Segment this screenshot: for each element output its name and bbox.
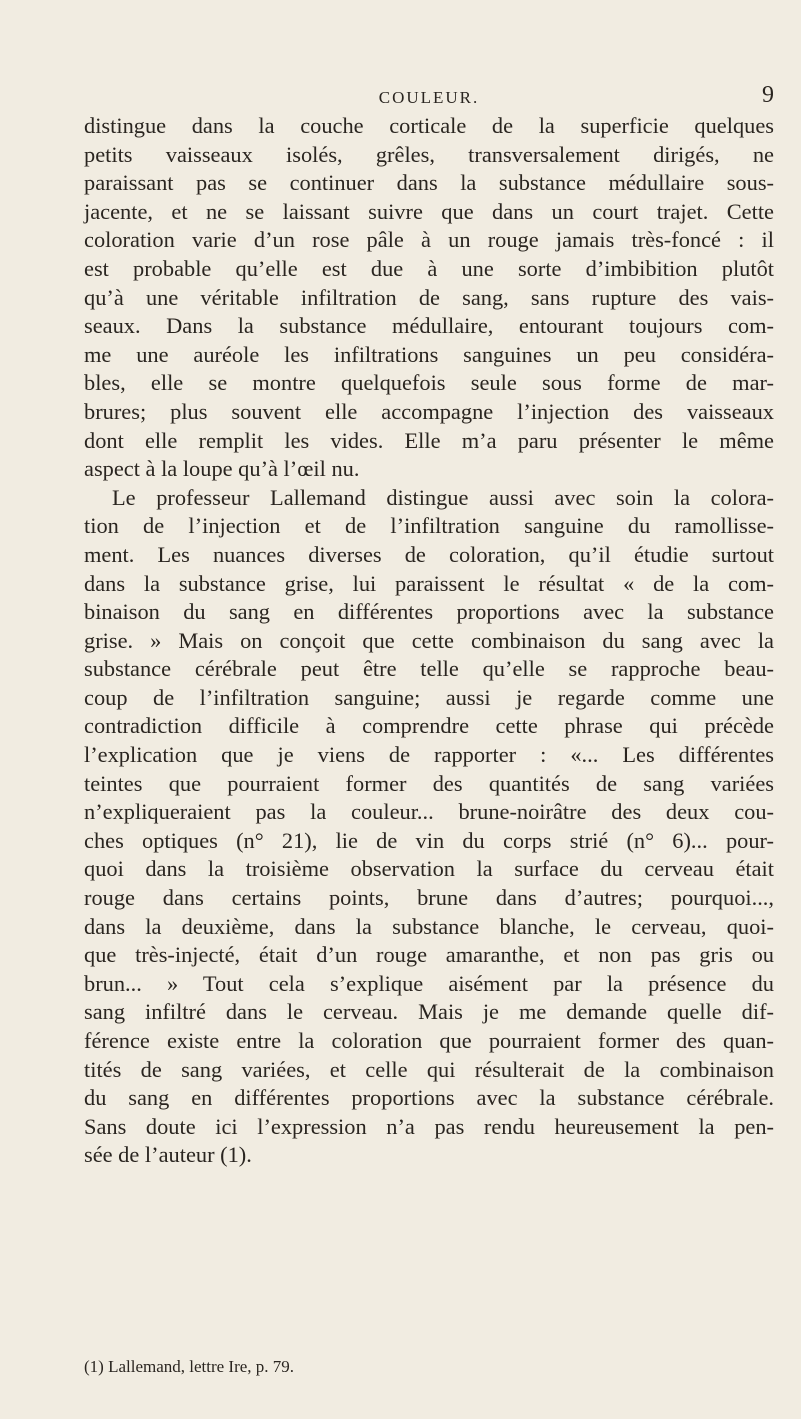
text-line: qu’à une véritable infiltration de sang, sans rupture des vais- (84, 284, 774, 310)
text-line: seaux. Dans la substance médullaire, entourant toujours com- (84, 313, 774, 339)
text-line: jacente, et ne se laissant suivre que dans un court trajet. Cette (84, 198, 774, 224)
text-line: binaison du sang en différentes proportions avec la substance (84, 599, 774, 625)
text-line: Sans doute ici l’expression n’a pas rendu heureusement la pen- (84, 1113, 774, 1139)
text-line: rouge dans certains points, brune dans d’autres; pourquoi..., (84, 885, 774, 911)
text-line: que très-injecté, était d’un rouge amaranthe, et non pas gris ou (84, 942, 774, 968)
page-number: 9 (762, 82, 774, 108)
text-line: coloration varie d’un rose pâle à un rouge jamais très-foncé : il (84, 227, 774, 253)
text-line: quoi dans la troisième observation la surface du cerveau était (84, 856, 774, 882)
text-line: paraissant pas se continuer dans la substance médullaire sous- (84, 170, 774, 196)
text-line: aspect à la loupe qu’à l’œil nu. (84, 456, 360, 482)
text-line: substance cérébrale peut être telle qu’elle se rapproche beau- (84, 656, 774, 682)
text-line: dans la deuxième, dans la substance blanche, le cerveau, quoi- (84, 913, 774, 939)
text-line: dont elle remplit les vides. Elle m’a paru présenter le même (84, 427, 774, 453)
text-line: sée de l’auteur (1). (84, 1142, 252, 1168)
text-line: petits vaisseaux isolés, grêles, transversalement dirigés, ne (84, 141, 774, 167)
text-line: bles, elle se montre quelquefois seule sous forme de mar- (84, 370, 774, 396)
text-line: du sang en différentes proportions avec la substance cérébrale. (84, 1085, 774, 1111)
text-line: coup de l’infiltration sanguine; aussi je regarde comme une (84, 684, 774, 710)
text-line: grise. » Mais on conçoit que cette combinaison du sang avec la (84, 627, 774, 653)
text-line: l’explication que je viens de rapporter : «... Les différentes (84, 742, 774, 768)
text-line: dans la substance grise, lui paraissent le résultat « de la com- (84, 570, 774, 596)
running-head: COULEUR. (378, 88, 480, 107)
text-line: est probable qu’elle est due à une sorte d’imbibition plutôt (84, 255, 774, 281)
text-line: tion de l’injection et de l’infiltration sanguine du ramollisse- (84, 513, 774, 539)
text-line: distingue dans la couche corticale de la superficie quelques (84, 113, 774, 138)
text-line: ches optiques (n° 21), lie de vin du corps strié (n° 6)... pour- (84, 827, 774, 853)
text-line: teintes que pourraient former des quantités de sang variées (84, 770, 774, 796)
text-line: férence existe entre la coloration que pourraient former des quan- (84, 1028, 774, 1053)
footnote: (1) Lallemand, lettre Ire, p. 79. (84, 1357, 295, 1376)
text-line: tités de sang variées, et celle qui résulterait de la combinaison (84, 1056, 774, 1082)
text-line: me une auréole les infiltrations sanguines un peu considéra- (84, 341, 774, 367)
text-line: sang infiltré dans le cerveau. Mais je me demande quelle dif- (84, 999, 774, 1025)
text-line: brures; plus souvent elle accompagne l’injection des vaisseaux (84, 398, 774, 424)
page-header (84, 82, 774, 112)
text-line: Le professeur Lallemand distingue aussi avec soin la colora- (112, 484, 774, 510)
text-line: contradiction difficile à comprendre cette phrase qui précède (84, 713, 774, 739)
text-line: brun... » Tout cela s’explique aisément par la présence du (84, 970, 774, 996)
body-text (84, 112, 774, 1170)
text-line: ment. Les nuances diverses de coloration, qu’il étudie surtout (84, 541, 774, 567)
text-line: n’expliqueraient pas la couleur... brune-noirâtre des deux cou- (84, 799, 774, 825)
